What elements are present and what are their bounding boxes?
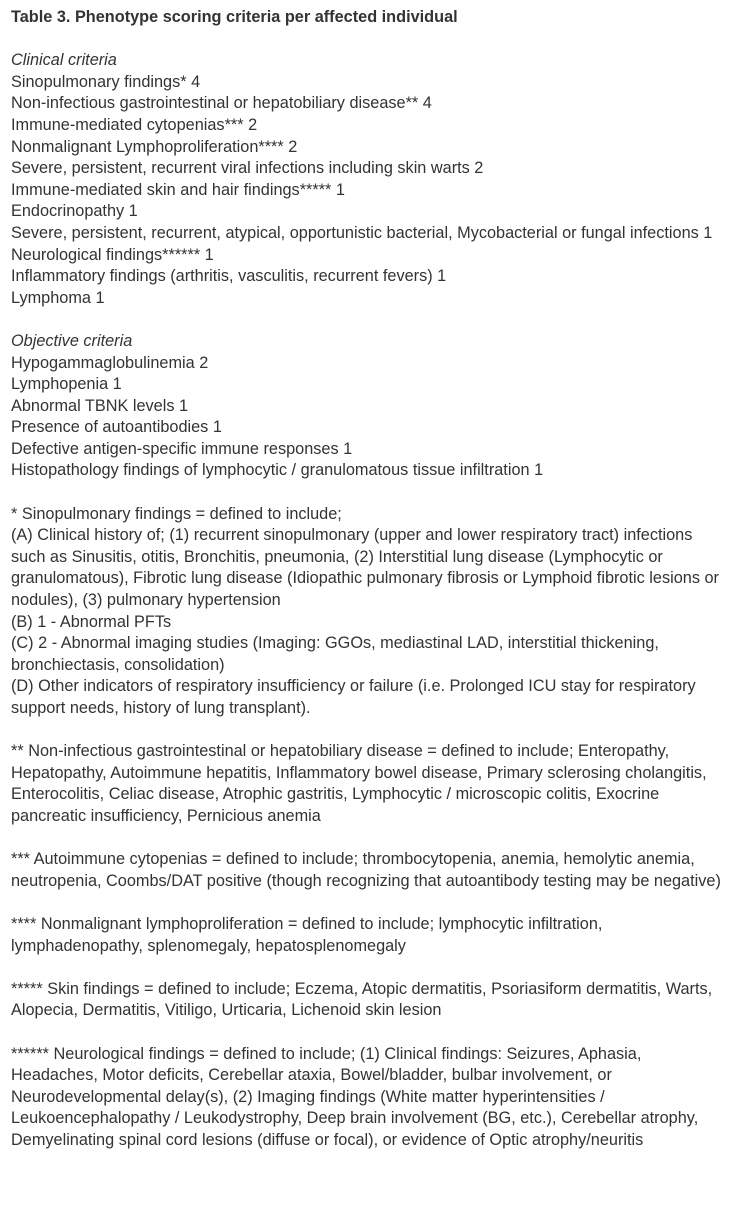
footnote-line: ***** Skin findings = defined to include; Eczema, Atopic dermatitis, Psoriasiform dermatitis, Warts, Alopecia, Dermatitis, Vitiligo, Urticaria, Lichenoid skin lesion <box>11 979 713 1020</box>
footnote-line: *** Autoimmune cytopenias = defined to include; thrombocytopenia, anemia, hemolytic anemia, neutropenia, Coombs/DAT positive (though recognizing that autoantibody testing may be negative) <box>11 850 721 890</box>
footnote-line: (C) 2 - Abnormal imaging studies (Imaging: GGOs, mediastinal LAD, interstitial thickening, bronchiectasis, consolidation) <box>11 634 659 674</box>
spacer <box>11 482 728 504</box>
spacer <box>11 828 728 850</box>
objective-criteria-list <box>11 353 728 483</box>
criterion-item: Nonmalignant Lymphoproliferation**** 2 <box>11 137 298 156</box>
spacer <box>11 892 728 914</box>
clinical-criteria-list <box>11 72 728 310</box>
clinical-criteria-heading: Clinical criteria <box>11 51 117 70</box>
footnote-line: **** Nonmalignant lymphoproliferation = defined to include; lymphocytic infiltration, lymphadenopathy, splenomegaly, hepatosplenomegaly <box>11 914 603 955</box>
criterion-item: Sinopulmonary findings* 4 <box>11 72 201 91</box>
criterion-item: Defective antigen-specific immune responses 1 <box>11 439 353 458</box>
criterion-item: Inflammatory findings (arthritis, vasculitis, recurrent fevers) 1 <box>11 267 447 286</box>
criterion-item: Immune-mediated cytopenias*** 2 <box>11 115 258 134</box>
criterion-item: Severe, persistent, recurrent, atypical, opportunistic bacterial, Mycobacterial or fungal infections 1 <box>11 223 713 242</box>
footnote-line: * Sinopulmonary findings = defined to include; <box>11 504 342 523</box>
spacer <box>11 29 728 51</box>
objective-criteria-section <box>11 331 728 482</box>
spacer <box>11 720 728 742</box>
criterion-item: Abnormal TBNK levels 1 <box>11 396 189 415</box>
criterion-item: Severe, persistent, recurrent viral infections including skin warts 2 <box>11 159 484 178</box>
footnote-skin <box>11 979 728 1022</box>
footnote-sinopulmonary <box>11 504 728 720</box>
objective-criteria-heading: Objective criteria <box>11 331 133 350</box>
criterion-item: Immune-mediated skin and hair findings***** 1 <box>11 180 345 199</box>
footnote-line: (B) 1 - Abnormal PFTs <box>11 612 172 631</box>
criterion-item: Non-infectious gastrointestinal or hepatobiliary disease** 4 <box>11 94 432 113</box>
table-title: Table 3. Phenotype scoring criteria per affected individual <box>11 8 458 26</box>
footnote-gastrointestinal <box>11 741 728 827</box>
footnote-line: (D) Other indicators of respiratory insufficiency or failure (i.e. Prolonged ICU stay for respiratory support needs, history of lung transplant). <box>11 677 696 717</box>
footnote-line: ** Non-infectious gastrointestinal or hepatobiliary disease = defined to include; Enteropathy, Hepatopathy, Autoimmune hepatitis, Inflammatory bowel disease, Primary sclerosing cholangitis, Enterocolitis, Celiac disease, Atrophic gastritis, Lymphocytic / microscopic colitis, Exocrine pancreatic insufficiency, Pernicious anemia <box>11 742 707 825</box>
criterion-item: Histopathology findings of lymphocytic / granulomatous tissue infiltration 1 <box>11 461 544 480</box>
criterion-item: Presence of autoantibodies 1 <box>11 418 222 437</box>
footnote-line: ****** Neurological findings = defined to include; (1) Clinical findings: Seizures, Aphasia, Headaches, Motor deficits, Cerebellar ataxia, Bowel/bladder, bulbar involvement, or Neurodevelopmental delay(s), (2) Imaging findings (White matter hyperintensities / Leukoencephalopathy / Leukodystrophy, Deep brain involvement (BG, etc.), Cerebellar atrophy, Demyelinating spinal cord lesions (diffuse or focal), or evidence of Optic atrophy/neuritis <box>11 1044 699 1149</box>
criterion-item: Neurological findings****** 1 <box>11 245 214 264</box>
criterion-item: Endocrinopathy 1 <box>11 202 138 221</box>
spacer <box>11 957 728 979</box>
clinical-criteria-section <box>11 50 728 309</box>
footnote-line: (A) Clinical history of; (1) recurrent sinopulmonary (upper and lower respiratory tract) infections such as Sinusitis, otitis, Bronchitis, pneumonia, (2) Interstitial lung disease (Lymphocytic or granulomatous), Fibrotic lung disease (Idiopathic pulmonary fibrosis or Lymphoid fibrotic lesions or nodules), (3) pulmonary hypertension <box>11 526 719 610</box>
footnote-cytopenias <box>11 849 728 892</box>
criterion-item: Lymphoma 1 <box>11 288 105 307</box>
footnote-neurological <box>11 1044 728 1152</box>
criterion-item: Lymphopenia 1 <box>11 375 122 394</box>
criterion-item: Hypogammaglobulinemia 2 <box>11 353 209 372</box>
spacer <box>11 1022 728 1044</box>
footnote-lymphoproliferation <box>11 914 728 957</box>
spacer <box>11 309 728 331</box>
